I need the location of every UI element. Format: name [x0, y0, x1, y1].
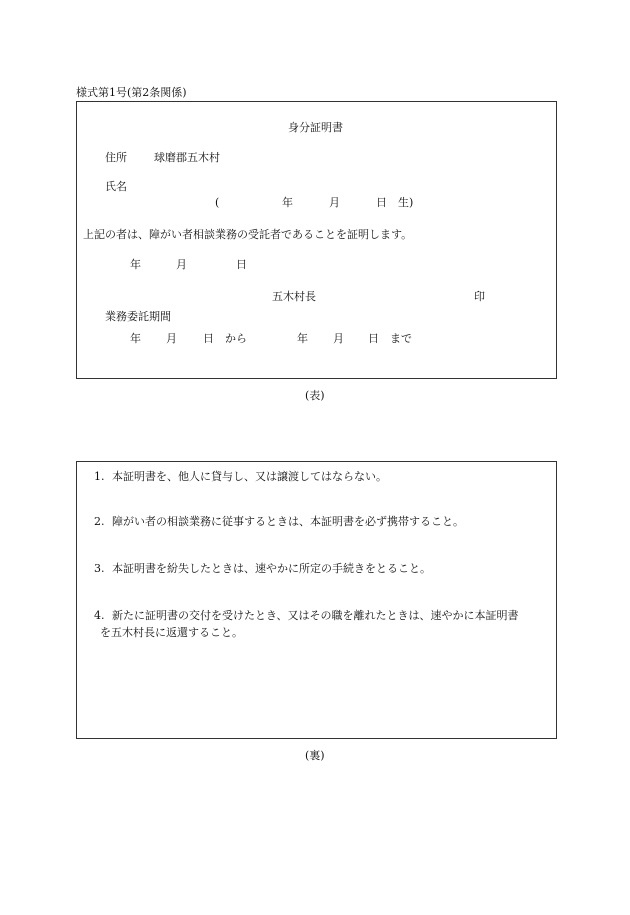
period-start-month: 月 — [166, 332, 177, 345]
birth-day-label: 日 — [376, 196, 387, 209]
period-start-day: 日 — [203, 332, 214, 345]
period-end-year: 年 — [297, 332, 308, 345]
seal-mark: 印 — [474, 290, 485, 303]
issue-day-label: 日 — [236, 258, 247, 271]
period-label: 業務委託期間 — [105, 310, 171, 323]
birth-suffix: 生) — [398, 196, 414, 209]
rule-item-text: 障がい者の相談業務に従事するときは、本証明書を必ず携帯すること。 — [112, 515, 464, 528]
back-card — [76, 461, 557, 739]
rule-item-number: 1. — [94, 470, 105, 483]
birth-open-paren: ( — [215, 196, 220, 209]
rule-item-number: 4. — [94, 609, 105, 622]
back-caption: (裏) — [305, 749, 325, 762]
rule-item-number: 3. — [94, 562, 105, 575]
rule-item-4-continuation: を五木村長に返還すること。 — [100, 626, 243, 639]
issue-month-label: 月 — [176, 258, 187, 271]
certification-statement: 上記の者は、障がい者相談業務の受託者であることを証明します。 — [83, 228, 413, 241]
rule-item-text: 新たに証明書の交付を受けたとき、又はその職を離れたときは、速やかに本証明書 — [112, 609, 519, 622]
period-start-year: 年 — [130, 332, 141, 345]
period-to: まで — [390, 332, 412, 345]
rule-item-2 — [94, 516, 464, 527]
rule-item-4 — [94, 610, 519, 621]
rule-item-text: 本証明書を、他人に貸与し、又は譲渡してはならない。 — [112, 470, 387, 483]
address-value: 球磨郡五木村 — [154, 151, 220, 164]
rule-item-3 — [94, 563, 431, 574]
name-label: 氏名 — [105, 180, 127, 193]
rule-item-number: 2. — [94, 515, 105, 528]
certificate-title: 身分証明書 — [288, 121, 343, 134]
period-from: から — [225, 332, 247, 345]
issue-year-label: 年 — [130, 258, 141, 271]
issuer-name: 五木村長 — [272, 290, 316, 303]
period-end-day: 日 — [368, 332, 379, 345]
address-label: 住所 — [105, 151, 127, 164]
period-end-month: 月 — [333, 332, 344, 345]
form-number-label: 様式第1号(第2条関係) — [76, 86, 187, 99]
birth-year-label: 年 — [282, 196, 293, 209]
rule-item-1 — [94, 471, 387, 482]
birth-month-label: 月 — [329, 196, 340, 209]
rule-item-text: 本証明書を紛失したときは、速やかに所定の手続きをとること。 — [112, 562, 431, 575]
front-caption: (表) — [305, 389, 325, 402]
